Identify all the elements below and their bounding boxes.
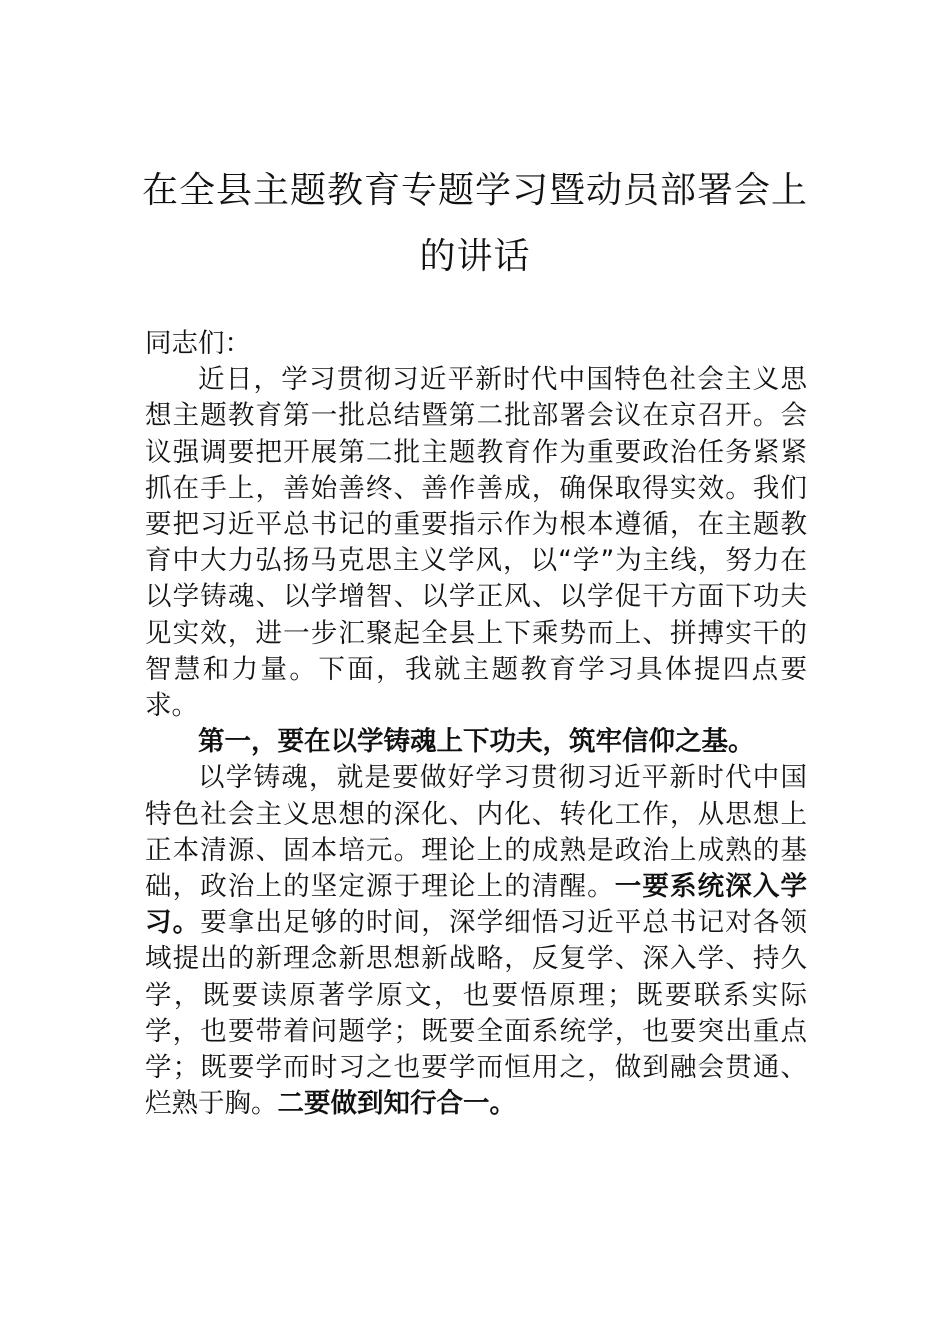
document-title: 在全县主题教育专题学习暨动员部署会上的讲话 bbox=[141, 170, 808, 277]
section-heading-first: 第一，要在以学铸魂上下功夫，筑牢信仰之基。 bbox=[198, 726, 755, 758]
point-heading-two: 二要做到知行合一。 bbox=[277, 1088, 516, 1120]
paragraph-text: 要拿出足够的时间，深学细悟习近平总书记对各领域提出的新理念新思想新战略，反复学、深入学、持久学，既要读原著学原文，也要悟原理；既要联系实际学，也要带着问题学；既要全面系统学，也要突出重点学；既要学而时习之也要学而恒用之，做到融会贯通、烂熟于胸。 bbox=[145, 907, 808, 1120]
paragraph-text: 以学铸魂，就是要做好学习贯彻习近平新时代中国特色社会主义思想的深化、内化、转化工作，从思想上正本清源、固本培元。理论上的成熟是政治上成熟的基础，政治上的坚定源于理论上的清醒。 bbox=[145, 762, 807, 903]
paragraph-intro: 近日，学习贯彻习近平新时代中国特色社会主义思想主题教育第一批总结暨第二批部署会议在京召开。会议强调要把开展第二批主题教育作为重要政治任务紧紧抓在手上，善始善终、善作善成，确保取得实效。我们要把习近平总书记的重要指示作为根本遵循，在主题教育中大力弘扬马克思主义学风，以“学”为主线，努力在以学铸魂、以学增智、以学正风、以学促干方面下功夫见实效，进一步汇聚起全县上下乘势而上、拼搏实干的智慧和力量。下面，我就主题教育学习具体提四点要求。 bbox=[145, 364, 807, 722]
document-body bbox=[145, 326, 807, 1122]
salutation: 同志们： bbox=[145, 328, 251, 359]
paragraph-first-section bbox=[145, 760, 807, 1122]
point-heading-one: 一要系统深入学习。 bbox=[145, 871, 808, 939]
